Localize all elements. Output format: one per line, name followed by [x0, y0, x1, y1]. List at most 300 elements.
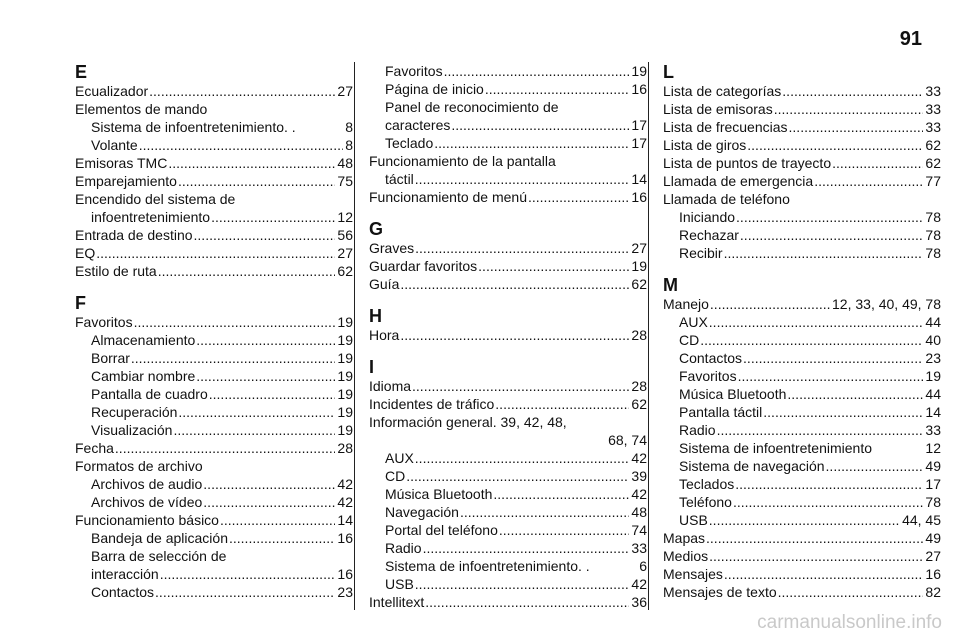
section-letter: M: [663, 275, 678, 295]
index-column-2: [369, 62, 647, 611]
index-entry: [75, 421, 353, 439]
leader-dots: [709, 547, 923, 565]
index-entry: [663, 457, 941, 475]
index-entry: [663, 349, 941, 367]
index-column-3: [663, 62, 941, 601]
leader-dots: [178, 172, 335, 190]
column-divider: [648, 62, 649, 610]
entry-term: Funcionamiento de menú: [369, 189, 527, 205]
leader-dots: [415, 449, 630, 467]
entry-term: CD: [385, 468, 406, 484]
index-entry: [663, 565, 941, 583]
entry-term: Mensajes: [663, 566, 723, 582]
entry-page-numbers: 39: [631, 468, 647, 484]
entry-term: Lista de frecuencias: [663, 119, 788, 135]
entry-page-numbers: 23: [925, 350, 941, 366]
entry-term: Hora: [369, 327, 400, 343]
leader-dots: [415, 575, 630, 593]
index-section: [369, 357, 647, 611]
entry-page-numbers: 78: [925, 209, 941, 225]
leader-dots: [96, 244, 335, 262]
leader-dots: [778, 583, 924, 601]
entry-page-numbers: 28: [631, 327, 647, 343]
leader-dots: [499, 521, 630, 539]
leader-dots: [209, 385, 336, 403]
leader-dots: [178, 403, 335, 421]
index-entry: [75, 565, 353, 583]
entry-term: Manejo: [663, 296, 709, 312]
index-entry-heading: Panel de reconocimiento de: [385, 99, 559, 115]
entry-page-numbers: 36: [631, 594, 647, 610]
leader-dots: [444, 62, 630, 80]
leader-dots: [400, 275, 629, 293]
entry-page-numbers: 6: [639, 558, 647, 574]
leader-dots: [194, 226, 336, 244]
entry-term: EQ: [75, 245, 96, 261]
entry-term: Emisoras TMC: [75, 155, 168, 171]
entry-page-numbers: 33: [925, 101, 941, 117]
index-entry: [75, 244, 353, 262]
entry-page-numbers: 33: [925, 119, 941, 135]
index-entry: [75, 529, 353, 547]
entry-page-numbers: 40: [925, 332, 941, 348]
leader-dots: [478, 257, 629, 275]
entry-term: Incidentes de tráfico: [369, 396, 495, 412]
entry-term: Volante: [91, 137, 138, 153]
entry-term: Pantalla de cuadro: [91, 386, 208, 402]
entry-term: Teclados: [679, 476, 735, 492]
leader-dots: [139, 136, 343, 154]
entry-page-numbers: 33: [631, 540, 647, 556]
entry-page-numbers: 27: [631, 240, 647, 256]
entry-term: Favoritos: [385, 63, 443, 79]
leader-dots: [115, 439, 336, 457]
leader-dots: [415, 239, 629, 257]
entry-page-numbers: 62: [631, 396, 647, 412]
entry-page-numbers: 16: [631, 81, 647, 97]
index-entry: [663, 136, 941, 154]
entry-term: Música Bluetooth: [679, 386, 787, 402]
column-divider: [354, 62, 355, 610]
entry-page-numbers: 16: [631, 189, 647, 205]
entry-term: Rechazar: [679, 227, 739, 243]
entry-term: Favoritos: [679, 368, 737, 384]
entry-term: Teléfono: [679, 494, 732, 510]
entry-term: Entrada de destino: [75, 227, 193, 243]
index-entry: [369, 449, 647, 467]
leader-dots: [425, 593, 629, 611]
index-entry: [75, 583, 353, 601]
entry-term: Radio: [679, 422, 716, 438]
entry-term: Funcionamiento básico: [75, 512, 219, 528]
index-entry-heading: Elementos de mando: [75, 101, 208, 117]
leader-dots: [724, 565, 924, 583]
entry-page-numbers: 42: [631, 450, 647, 466]
entry-term: Teclado: [385, 135, 434, 151]
index-entry: [663, 82, 941, 100]
index-entry: [663, 403, 941, 421]
index-section: [369, 306, 647, 344]
entry-page-numbers: 28: [631, 378, 647, 394]
entry-term: AUX: [679, 314, 708, 330]
index-entry: [663, 547, 941, 565]
page-number: 91: [899, 28, 922, 50]
index-entry: [369, 575, 647, 593]
entry-page-numbers: 78: [925, 494, 941, 510]
leader-dots: [709, 511, 900, 529]
leader-dots: [423, 539, 630, 557]
entry-term: Estilo de ruta: [75, 263, 157, 279]
index-entry: [369, 377, 647, 395]
index-entry: [369, 188, 647, 206]
index-entry: [369, 467, 647, 485]
entry-term: USB: [385, 576, 414, 592]
leader-dots: [789, 118, 924, 136]
entry-term: Portal del teléfono: [385, 522, 498, 538]
entry-page-numbers: 14: [631, 171, 647, 187]
entry-term: Mensajes de texto: [663, 584, 777, 600]
index-entry: [369, 134, 647, 152]
entry-term: Cambiar nombre: [91, 368, 196, 384]
entry-page-numbers: 42: [631, 486, 647, 502]
index-entry: [369, 239, 647, 257]
entry-page-numbers: 23: [337, 584, 353, 600]
entry-term: Graves: [369, 240, 415, 256]
entry-term: Recuperación: [91, 404, 178, 420]
index-entry: [663, 583, 941, 601]
index-entry: [663, 331, 941, 349]
leader-dots: [774, 100, 924, 118]
leader-dots: [158, 262, 336, 280]
entry-page-numbers: 16: [337, 566, 353, 582]
entry-page-numbers: 44, 45: [902, 512, 941, 528]
index-entry: [663, 295, 941, 313]
index-entry: [369, 275, 647, 293]
entry-page-numbers: 28: [337, 440, 353, 456]
entry-page-numbers: 27: [337, 245, 353, 261]
index-entry-heading: Información general. 39, 42, 48,: [369, 414, 567, 430]
entry-term: Medios: [663, 548, 709, 564]
section-letter: H: [369, 306, 382, 326]
entry-term: AUX: [385, 450, 414, 466]
index-entry-heading: Barra de selección de: [91, 548, 227, 564]
index-entry: [663, 154, 941, 172]
entry-term: Lista de emisoras: [663, 101, 773, 117]
entry-page-numbers: 14: [925, 404, 941, 420]
index-entry: [663, 118, 941, 136]
entry-page-numbers: 48: [631, 504, 647, 520]
index-entry: [75, 439, 353, 457]
leader-dots: [460, 503, 629, 521]
entry-term: Intellitext: [369, 594, 425, 610]
leader-dots: [743, 349, 923, 367]
entry-term: CD: [679, 332, 700, 348]
entry-term: infoentretenimiento: [91, 209, 211, 225]
index-entry: [663, 475, 941, 493]
entry-term: Archivos de audio: [91, 476, 203, 492]
index-column-1: [75, 62, 353, 601]
leader-dots: [495, 395, 629, 413]
section-letter: G: [369, 219, 384, 239]
index-entry: [663, 244, 941, 262]
index-entry: [75, 82, 353, 100]
leader-dots: [826, 457, 924, 475]
entry-page-numbers: 78: [925, 245, 941, 261]
index-entry: [663, 208, 941, 226]
leader-dots: [203, 493, 335, 511]
leader-dots: [724, 244, 924, 262]
index-entry-heading: Encendido del sistema de: [75, 191, 236, 207]
section-letter: F: [75, 293, 86, 313]
leader-dots: [485, 80, 630, 98]
entry-page-numbers: 19: [337, 422, 353, 438]
index-entry: [663, 493, 941, 511]
index-entry: [663, 367, 941, 385]
entry-term: Bandeja de aplicación: [91, 530, 228, 546]
entry-page-numbers: 62: [925, 137, 941, 153]
entry-page-numbers: 19: [337, 404, 353, 420]
leader-dots: [149, 82, 335, 100]
entry-page-numbers: 19: [337, 314, 353, 330]
leader-dots: [709, 313, 924, 331]
index-entry: [663, 511, 941, 529]
leader-dots: [832, 154, 923, 172]
leader-dots: [173, 421, 335, 439]
entry-page-numbers: 44: [925, 314, 941, 330]
index-entry: [75, 154, 353, 172]
entry-page-numbers: 17: [631, 135, 647, 151]
entry-page-numbers: 33: [925, 422, 941, 438]
leader-dots: [747, 136, 923, 154]
entry-term: Archivos de vídeo: [91, 494, 203, 510]
index-entry-heading: Llamada de teléfono: [663, 191, 790, 207]
entry-term: Llamada de emergencia: [663, 173, 814, 189]
index-entry: [663, 226, 941, 244]
entry-page-numbers: 75: [337, 173, 353, 189]
leader-dots: [740, 226, 924, 244]
entry-term: Navegación: [385, 504, 459, 520]
section-letter: I: [369, 357, 375, 377]
entry-term: Música Bluetooth: [385, 486, 493, 502]
entry-page-numbers: 16: [925, 566, 941, 582]
leader-dots: [763, 403, 923, 421]
entry-page-numbers: 19: [337, 368, 353, 384]
entry-page-numbers: 12: [925, 440, 941, 456]
leader-dots: [131, 349, 336, 367]
entry-page-numbers: 19: [337, 332, 353, 348]
index-entry-heading: Formatos de archivo: [75, 458, 203, 474]
entry-term: Radio: [385, 540, 422, 556]
entry-page-numbers: 49: [925, 530, 941, 546]
entry-term: Visualización: [91, 422, 173, 438]
leader-dots: [814, 172, 923, 190]
index-entry: [369, 170, 647, 188]
index-section: [75, 293, 353, 601]
entry-page-numbers: 12: [337, 209, 353, 225]
leader-dots: [700, 331, 923, 349]
leader-dots: [203, 475, 335, 493]
index-entry: [75, 493, 353, 511]
index-entry: [75, 349, 353, 367]
leader-dots: [736, 208, 923, 226]
leader-dots: [787, 385, 923, 403]
entry-term: Guardar favoritos: [369, 258, 478, 274]
entry-page-numbers: 42: [337, 476, 353, 492]
entry-page-numbers: 42: [337, 494, 353, 510]
entry-term: Fecha: [75, 440, 114, 456]
entry-page-numbers: 8: [345, 137, 353, 153]
entry-term: Idioma: [369, 378, 412, 394]
entry-page-numbers: 49: [925, 458, 941, 474]
leader-dots: [160, 565, 336, 583]
index-section: [75, 62, 353, 280]
leader-dots: [735, 475, 923, 493]
entry-term: Pantalla táctil: [679, 404, 763, 420]
entry-term: Sistema de infoentretenimiento. .: [385, 558, 590, 574]
leader-dots: [528, 188, 629, 206]
entry-term: Mapas: [663, 530, 706, 546]
leader-dots: [710, 295, 830, 313]
entry-term: Página de inicio: [385, 81, 484, 97]
index-entry: [369, 395, 647, 413]
entry-term: Sistema de infoentretenimiento: [679, 440, 872, 456]
leader-dots: [155, 583, 335, 601]
entry-page-numbers: 19: [631, 258, 647, 274]
entry-page-numbers: 17: [631, 117, 647, 133]
entry-page-numbers: 19: [337, 386, 353, 402]
entry-term: Sistema de infoentretenimiento. .: [91, 119, 296, 135]
index-entry: [369, 257, 647, 275]
entry-term: Borrar: [91, 350, 130, 366]
leader-dots: [196, 367, 335, 385]
index-entry: [75, 208, 353, 226]
section-letter: E: [75, 62, 88, 82]
entry-page-numbers: 19: [925, 368, 941, 384]
index-section: [663, 275, 941, 601]
index-entry: [663, 172, 941, 190]
entry-page-numbers: 33: [925, 83, 941, 99]
entry-page-numbers: 16: [337, 530, 353, 546]
index-entry: [369, 116, 647, 134]
index-entry: [75, 367, 353, 385]
entry-page-numbers: 82: [925, 584, 941, 600]
entry-term: táctil: [385, 171, 414, 187]
entry-term: Recibir: [679, 245, 723, 261]
entry-page-numbers: 19: [631, 63, 647, 79]
index-entry: [369, 521, 647, 539]
entry-term: Iniciando: [679, 209, 736, 225]
index-entry: [369, 485, 647, 503]
index-entry: [75, 262, 353, 280]
index-entry: [369, 557, 647, 575]
leader-dots: [738, 367, 924, 385]
entry-page-numbers: 14: [337, 512, 353, 528]
leader-dots: [493, 485, 629, 503]
index-entry: [369, 539, 647, 557]
entry-term: Lista de puntos de trayecto: [663, 155, 832, 171]
index-entry: [369, 80, 647, 98]
entry-page-numbers: 62: [925, 155, 941, 171]
entry-page-numbers: 74: [631, 522, 647, 538]
leader-dots: [434, 134, 629, 152]
entry-term: caracteres: [385, 117, 451, 133]
entry-page-numbers: 77: [925, 173, 941, 189]
leader-dots: [406, 467, 629, 485]
leader-dots: [211, 208, 335, 226]
index-entry: [663, 100, 941, 118]
index-entry: [75, 511, 353, 529]
leader-dots: [706, 529, 923, 547]
entry-term: Lista de categorías: [663, 83, 782, 99]
entry-page-numbers: 17: [925, 476, 941, 492]
index-entry-heading: Funcionamiento de la pantalla: [369, 153, 556, 169]
leader-dots: [196, 331, 335, 349]
entry-term: Contactos: [91, 584, 155, 600]
index-entry: [663, 529, 941, 547]
entry-term: Guía: [369, 276, 400, 292]
entry-page-numbers: 42: [631, 576, 647, 592]
leader-dots: [412, 377, 629, 395]
index-entry: [75, 118, 353, 136]
entry-page-numbers: 19: [337, 350, 353, 366]
leader-dots: [168, 154, 335, 172]
leader-dots: [717, 421, 924, 439]
index-entry: [75, 385, 353, 403]
index-entry: [75, 313, 353, 331]
entry-page-numbers: 12, 33, 40, 49, 78: [832, 296, 941, 312]
index-entry: [369, 503, 647, 521]
entry-term: Almacenamiento: [91, 332, 196, 348]
leader-dots: [134, 313, 336, 331]
index-entry: [663, 421, 941, 439]
index-entry: [75, 331, 353, 349]
index-entry: [663, 439, 941, 457]
index-entry: [663, 313, 941, 331]
leader-dots: [733, 493, 923, 511]
leader-dots: [451, 116, 629, 134]
leader-dots: [400, 326, 629, 344]
entry-page-numbers: 27: [337, 83, 353, 99]
index-entry: [369, 593, 647, 611]
entry-term: Contactos: [679, 350, 743, 366]
entry-page-numbers: 48: [337, 155, 353, 171]
index-entry: [369, 62, 647, 80]
leader-dots: [229, 529, 335, 547]
entry-term: Sistema de navegación: [679, 458, 825, 474]
index-entry-continuation: 68, 74: [608, 432, 647, 448]
entry-page-numbers: 27: [925, 548, 941, 564]
index-entry: [75, 403, 353, 421]
entry-page-numbers: 62: [631, 276, 647, 292]
index-entry: [75, 475, 353, 493]
index-entry: [369, 326, 647, 344]
entry-page-numbers: 8: [345, 119, 353, 135]
index-section: [663, 62, 941, 262]
entry-page-numbers: 44: [925, 386, 941, 402]
entry-term: Lista de giros: [663, 137, 747, 153]
entry-term: Ecualizador: [75, 83, 149, 99]
index-entry: [75, 172, 353, 190]
section-letter: L: [663, 62, 674, 82]
index-entry: [75, 226, 353, 244]
index-entry: [663, 385, 941, 403]
watermark-text: carmanualsonline.info: [757, 612, 942, 633]
entry-term: USB: [679, 512, 708, 528]
entry-term: interacción: [91, 566, 159, 582]
entry-term: Emparejamiento: [75, 173, 177, 189]
leader-dots: [415, 170, 630, 188]
entry-term: Favoritos: [75, 314, 133, 330]
